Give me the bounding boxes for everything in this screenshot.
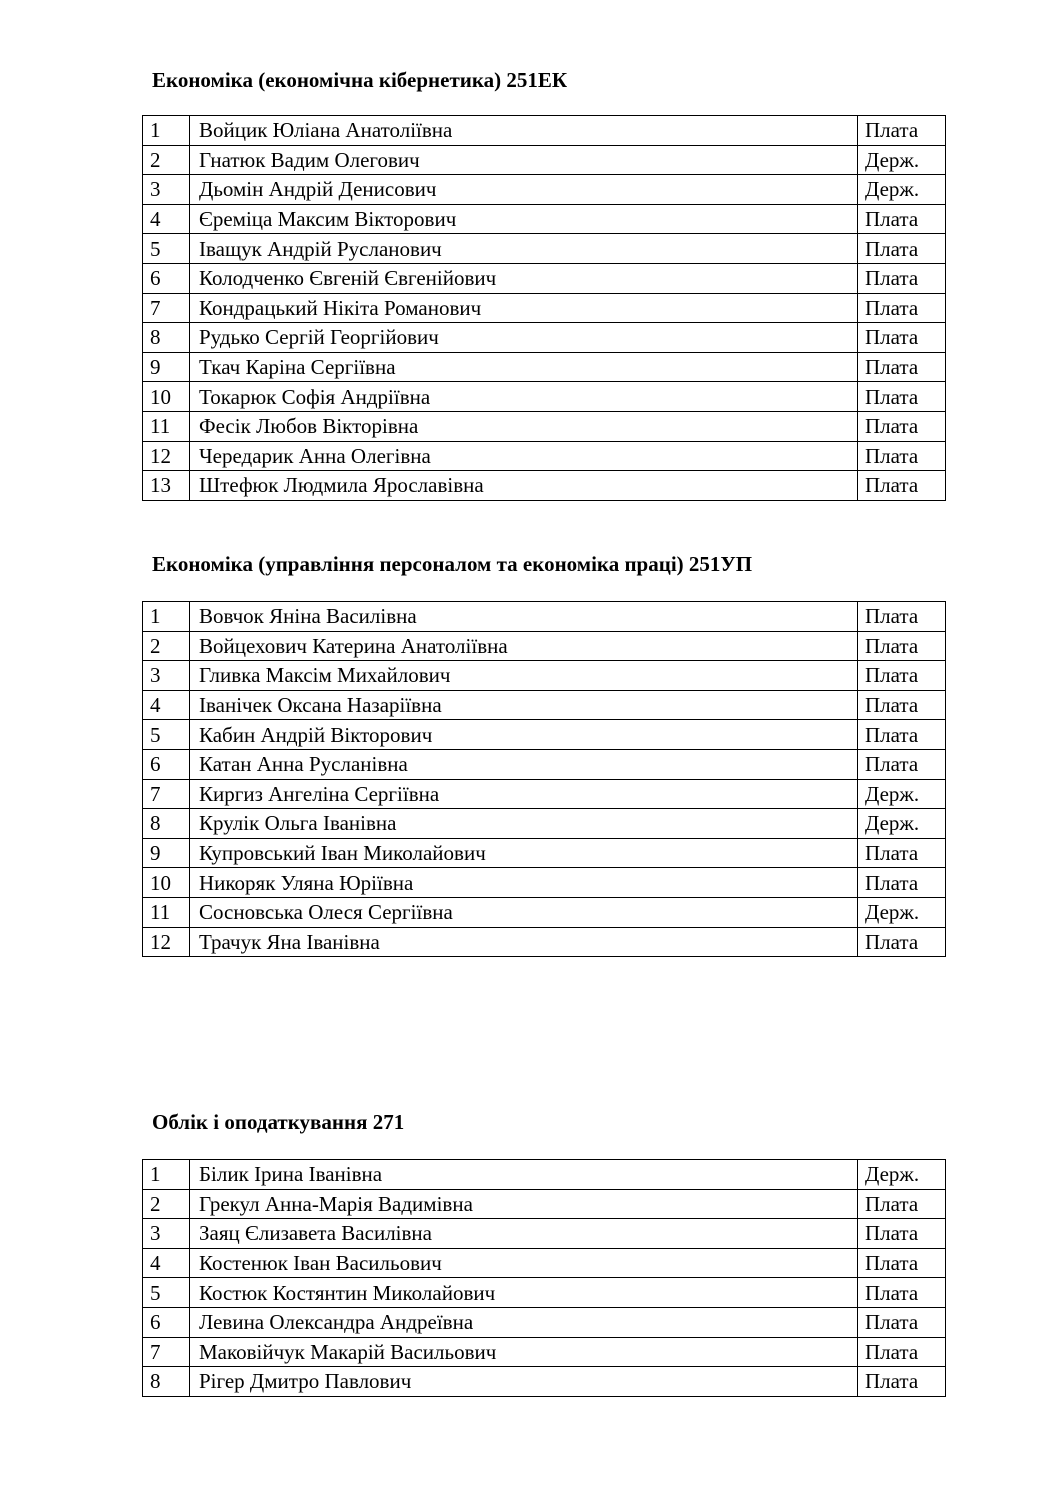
row-number: 10	[143, 382, 190, 412]
table-row	[143, 779, 946, 809]
row-number: 1	[143, 1160, 190, 1190]
funding-type: Плата	[858, 204, 946, 234]
row-number: 5	[143, 720, 190, 750]
row-number: 1	[143, 116, 190, 146]
student-name: Токарюк Софія Андріївна	[190, 382, 858, 412]
student-name: Іващук Андрій Русланович	[190, 234, 858, 264]
table-row	[143, 234, 946, 264]
funding-type: Плата	[858, 720, 946, 750]
table-row	[143, 352, 946, 382]
funding-type: Плата	[858, 1248, 946, 1278]
row-number: 4	[143, 1248, 190, 1278]
table-row	[143, 293, 946, 323]
row-number: 3	[143, 175, 190, 205]
funding-type: Плата	[858, 927, 946, 957]
funding-type: Плата	[858, 602, 946, 632]
table-row	[143, 145, 946, 175]
student-name: Маковійчук Макарій Васильович	[190, 1337, 858, 1367]
row-number: 6	[143, 1307, 190, 1337]
table-row	[143, 838, 946, 868]
table-row	[143, 661, 946, 691]
funding-type: Плата	[858, 411, 946, 441]
table-row	[143, 690, 946, 720]
student-name: Білик Ірина Іванівна	[190, 1160, 858, 1190]
table-row	[143, 602, 946, 632]
student-name: Заяц Єлизавета Василівна	[190, 1219, 858, 1249]
funding-type: Держ.	[858, 145, 946, 175]
funding-type: Плата	[858, 1189, 946, 1219]
student-name: Никоряк Уляна Юріївна	[190, 868, 858, 898]
table-row	[143, 175, 946, 205]
funding-type: Плата	[858, 1307, 946, 1337]
table-row	[143, 471, 946, 501]
row-number: 6	[143, 749, 190, 779]
row-number: 8	[143, 323, 190, 353]
funding-type: Плата	[858, 293, 946, 323]
student-table-251ek	[142, 115, 946, 501]
funding-type: Плата	[858, 1367, 946, 1397]
row-number: 4	[143, 204, 190, 234]
student-name: Штефюк Людмила Ярославівна	[190, 471, 858, 501]
table-row	[143, 441, 946, 471]
row-number: 6	[143, 263, 190, 293]
table-row	[143, 116, 946, 146]
student-name: Чередарик Анна Олегівна	[190, 441, 858, 471]
row-number: 7	[143, 779, 190, 809]
student-name: Войцик Юліана Анатоліївна	[190, 116, 858, 146]
table-row	[143, 631, 946, 661]
row-number: 1	[143, 602, 190, 632]
row-number: 8	[143, 809, 190, 839]
table-row	[143, 323, 946, 353]
funding-type: Плата	[858, 749, 946, 779]
section-title-271: Облік і оподаткування 271	[152, 1110, 405, 1134]
table-row	[143, 204, 946, 234]
funding-type: Держ.	[858, 1160, 946, 1190]
student-name: Левина Олександра Андреївна	[190, 1307, 858, 1337]
funding-type: Плата	[858, 234, 946, 264]
funding-type: Плата	[858, 1337, 946, 1367]
funding-type: Плата	[858, 661, 946, 691]
row-number: 9	[143, 838, 190, 868]
student-name: Костюк Костянтин Миколайович	[190, 1278, 858, 1308]
student-name: Іванічек Оксана Назаріївна	[190, 690, 858, 720]
row-number: 3	[143, 661, 190, 691]
row-number: 5	[143, 1278, 190, 1308]
student-name: Фесік Любов Вікторівна	[190, 411, 858, 441]
funding-type: Плата	[858, 263, 946, 293]
funding-type: Плата	[858, 690, 946, 720]
student-name: Рудько Сергій Георгійович	[190, 323, 858, 353]
student-name: Колодченко Євгеній Євгенійович	[190, 263, 858, 293]
table-row	[143, 1367, 946, 1397]
student-name: Костенюк Іван Васильович	[190, 1248, 858, 1278]
row-number: 10	[143, 868, 190, 898]
table-row	[143, 927, 946, 957]
funding-type: Плата	[858, 631, 946, 661]
row-number: 2	[143, 631, 190, 661]
student-name: Катан Анна Русланівна	[190, 749, 858, 779]
table-row	[143, 1248, 946, 1278]
funding-type: Плата	[858, 382, 946, 412]
student-name: Дьомін Андрій Денисович	[190, 175, 858, 205]
funding-type: Плата	[858, 838, 946, 868]
funding-type: Плата	[858, 323, 946, 353]
funding-type: Держ.	[858, 809, 946, 839]
table-row	[143, 809, 946, 839]
row-number: 7	[143, 1337, 190, 1367]
table-row	[143, 720, 946, 750]
row-number: 9	[143, 352, 190, 382]
row-number: 5	[143, 234, 190, 264]
table-row	[143, 1219, 946, 1249]
student-name: Рігер Дмитро Павлович	[190, 1367, 858, 1397]
student-name: Трачук Яна Іванівна	[190, 927, 858, 957]
funding-type: Плата	[858, 471, 946, 501]
funding-type: Держ.	[858, 175, 946, 205]
table-row	[143, 1278, 946, 1308]
student-name: Купровський Іван Миколайович	[190, 838, 858, 868]
table-row	[143, 1337, 946, 1367]
table-row	[143, 1160, 946, 1190]
student-name: Гнатюк Вадим Олегович	[190, 145, 858, 175]
student-name: Войцехович Катерина Анатоліївна	[190, 631, 858, 661]
section-title-251up: Економіка (управління персоналом та економіка праці) 251УП	[152, 552, 753, 576]
row-number: 12	[143, 927, 190, 957]
row-number: 4	[143, 690, 190, 720]
student-name: Кондрацький Нікіта Романович	[190, 293, 858, 323]
row-number: 7	[143, 293, 190, 323]
table-row	[143, 1189, 946, 1219]
funding-type: Плата	[858, 352, 946, 382]
student-name: Грекул Анна-Марія Вадимівна	[190, 1189, 858, 1219]
row-number: 11	[143, 897, 190, 927]
row-number: 12	[143, 441, 190, 471]
funding-type: Плата	[858, 116, 946, 146]
table-row	[143, 411, 946, 441]
funding-type: Плата	[858, 1278, 946, 1308]
funding-type: Держ.	[858, 897, 946, 927]
student-table-251up	[142, 601, 946, 957]
table-row	[143, 868, 946, 898]
row-number: 13	[143, 471, 190, 501]
table-row	[143, 263, 946, 293]
row-number: 3	[143, 1219, 190, 1249]
student-name: Ткач Каріна Сергіївна	[190, 352, 858, 382]
row-number: 2	[143, 1189, 190, 1219]
student-table-271	[142, 1159, 946, 1397]
student-name: Єреміца Максим Вікторович	[190, 204, 858, 234]
table-row	[143, 382, 946, 412]
row-number: 11	[143, 411, 190, 441]
funding-type: Плата	[858, 868, 946, 898]
table-row	[143, 897, 946, 927]
row-number: 8	[143, 1367, 190, 1397]
funding-type: Плата	[858, 1219, 946, 1249]
student-name: Гливка Максім Михайлович	[190, 661, 858, 691]
student-name: Киргиз Ангеліна Сергіївна	[190, 779, 858, 809]
student-name: Кабин Андрій Вікторович	[190, 720, 858, 750]
funding-type: Плата	[858, 441, 946, 471]
student-name: Крулік Ольга Іванівна	[190, 809, 858, 839]
funding-type: Держ.	[858, 779, 946, 809]
table-row	[143, 749, 946, 779]
student-name: Вовчок Яніна Василівна	[190, 602, 858, 632]
section-title-251ek: Економіка (економічна кібернетика) 251ЕК	[152, 68, 568, 92]
table-row	[143, 1307, 946, 1337]
row-number: 2	[143, 145, 190, 175]
student-name: Сосновська Олеся Сергіївна	[190, 897, 858, 927]
